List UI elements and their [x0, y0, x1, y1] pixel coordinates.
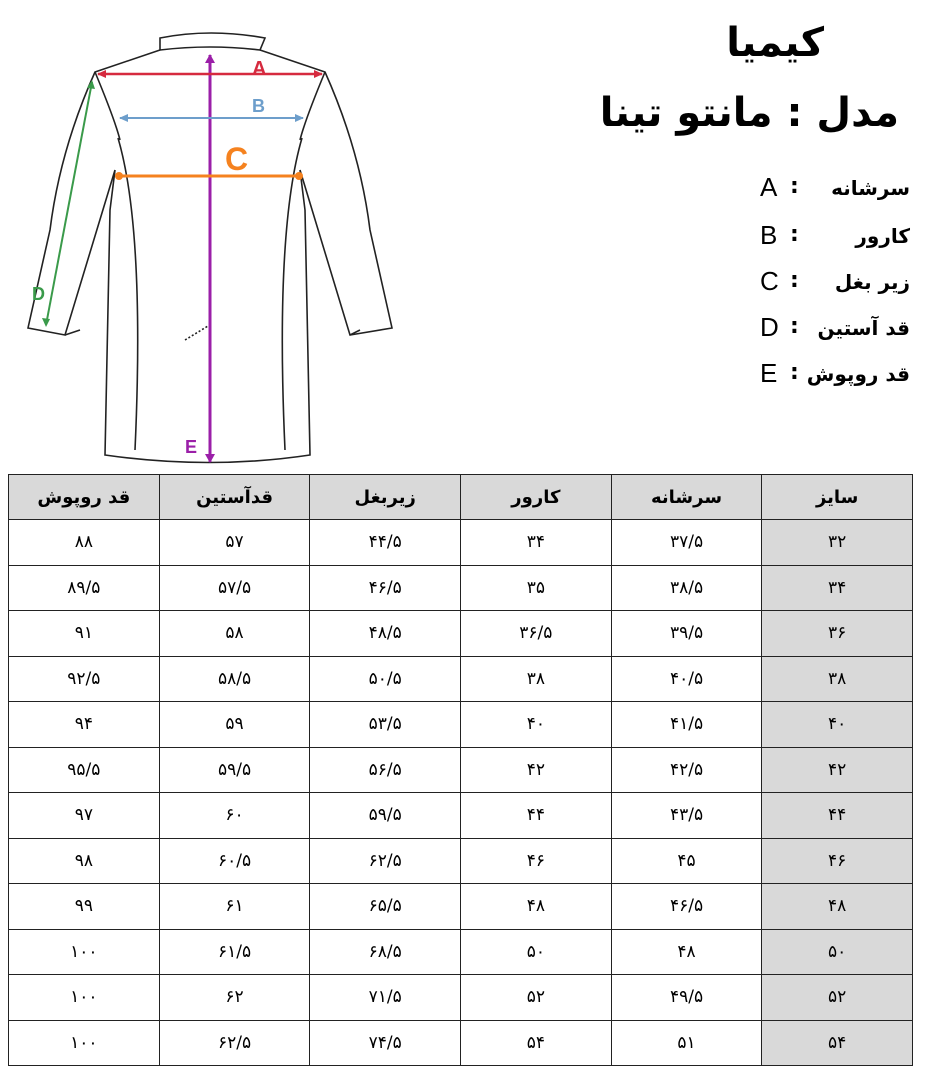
table-row [9, 611, 913, 657]
legend-item-d [740, 312, 920, 352]
legend-colon: : [790, 174, 799, 199]
table-cell: ۳۸ [461, 656, 612, 702]
diagram-label-e: E [185, 437, 198, 457]
legend-letter: B [760, 220, 778, 250]
legend-label: کارور [855, 224, 910, 248]
header-back-width: کارور [461, 475, 612, 520]
table-cell: ۶۱/۵ [159, 929, 310, 975]
legend-letter: A [760, 172, 778, 202]
table-row [9, 838, 913, 884]
legend-label: قد روپوش [806, 362, 910, 386]
table-cell: ۹۵/۵ [9, 747, 160, 793]
table-cell: ۴۳/۵ [611, 793, 762, 839]
table-cell: ۹۷ [9, 793, 160, 839]
table-cell: ۱۰۰ [9, 975, 160, 1021]
table-row [9, 520, 913, 566]
legend-item-b [740, 220, 920, 260]
table-cell: ۵۹ [159, 702, 310, 748]
table-cell: ۴۵ [611, 838, 762, 884]
table-cell: ۶۲/۵ [159, 1020, 310, 1066]
table-cell: ۳۵ [461, 565, 612, 611]
size-table [8, 474, 913, 1066]
header-shoulder: سرشانه [611, 475, 762, 520]
table-cell: ۴۴ [461, 793, 612, 839]
table-cell: ۳۴ [461, 520, 612, 566]
table-row [9, 747, 913, 793]
legend-item-e [740, 358, 920, 398]
arrow-head-b-left [119, 114, 128, 122]
table-row [9, 656, 913, 702]
table-row [9, 1020, 913, 1066]
size-cell: ۳۴ [762, 565, 913, 611]
table-row [9, 702, 913, 748]
legend-label: قد آستین [817, 316, 910, 340]
size-cell: ۳۸ [762, 656, 913, 702]
legend-item-c [740, 266, 920, 306]
table-cell: ۹۲/۵ [9, 656, 160, 702]
table-cell: ۶۱ [159, 884, 310, 930]
legend-colon: : [790, 222, 799, 247]
table-cell: ۷۴/۵ [310, 1020, 461, 1066]
legend-letter: E [760, 358, 778, 388]
table-cell: ۷۱/۵ [310, 975, 461, 1021]
legend-colon: : [790, 314, 799, 339]
arrow-head-e-bottom [205, 454, 215, 463]
header-underarm: زیربغل [310, 475, 461, 520]
table-cell: ۳۸/۵ [611, 565, 762, 611]
table-cell: ۱۰۰ [9, 1020, 160, 1066]
size-cell: ۴۸ [762, 884, 913, 930]
table-row [9, 565, 913, 611]
table-cell: ۱۰۰ [9, 929, 160, 975]
table-row [9, 975, 913, 1021]
diagram-label-c: C [225, 141, 249, 177]
table-cell: ۵۰/۵ [310, 656, 461, 702]
arrow-head-b-right [295, 114, 304, 122]
table-cell: ۹۹ [9, 884, 160, 930]
coat-diagram [20, 30, 410, 470]
table-row [9, 929, 913, 975]
header-size: سایز [762, 475, 913, 520]
table-cell: ۹۴ [9, 702, 160, 748]
table-cell: ۶۲ [159, 975, 310, 1021]
table-cell: ۴۱/۵ [611, 702, 762, 748]
table-cell: ۴۴/۵ [310, 520, 461, 566]
table-cell: ۵۹/۵ [310, 793, 461, 839]
table-cell: ۵۸/۵ [159, 656, 310, 702]
size-cell: ۵۰ [762, 929, 913, 975]
arrow-head-d-bottom [42, 318, 50, 327]
measure-line-d [46, 82, 92, 325]
table-cell: ۶۰/۵ [159, 838, 310, 884]
table-cell: ۸۹/۵ [9, 565, 160, 611]
table-cell: ۵۳/۵ [310, 702, 461, 748]
table-cell: ۵۲ [461, 975, 612, 1021]
arrow-head-e-top [205, 54, 215, 63]
table-cell: ۴۲ [461, 747, 612, 793]
arrow-head-c-right [295, 172, 303, 180]
legend-colon: : [790, 360, 799, 385]
table-row [9, 884, 913, 930]
table-cell: ۹۸ [9, 838, 160, 884]
model-title: مدل : مانتو تینا [599, 90, 899, 136]
size-cell: ۴۴ [762, 793, 913, 839]
table-cell: ۴۸/۵ [310, 611, 461, 657]
table-cell: ۶۵/۵ [310, 884, 461, 930]
size-cell: ۴۶ [762, 838, 913, 884]
size-cell: ۳۶ [762, 611, 913, 657]
size-cell: ۵۲ [762, 975, 913, 1021]
legend-item-a [740, 172, 920, 212]
table-cell: ۹۱ [9, 611, 160, 657]
table-row [9, 793, 913, 839]
table-cell: ۴۰ [461, 702, 612, 748]
table-cell: ۵۰ [461, 929, 612, 975]
table-cell: ۵۷/۵ [159, 565, 310, 611]
table-cell: ۳۷/۵ [611, 520, 762, 566]
diagram-label-a: A [252, 58, 267, 80]
table-cell: ۵۴ [461, 1020, 612, 1066]
table-cell: ۴۹/۵ [611, 975, 762, 1021]
table-cell: ۶۲/۵ [310, 838, 461, 884]
size-cell: ۴۰ [762, 702, 913, 748]
arrow-head-c-left [115, 172, 123, 180]
table-cell: ۵۶/۵ [310, 747, 461, 793]
table-cell: ۶۸/۵ [310, 929, 461, 975]
legend-letter: D [760, 312, 779, 342]
size-cell: ۵۴ [762, 1020, 913, 1066]
diagram-label-b: B [252, 96, 265, 116]
legend-colon: : [790, 268, 799, 293]
size-cell: ۳۲ [762, 520, 913, 566]
size-cell: ۴۲ [762, 747, 913, 793]
table-header-row [9, 475, 913, 520]
table-cell: ۴۶/۵ [310, 565, 461, 611]
table-cell: ۴۸ [461, 884, 612, 930]
table-cell: ۳۹/۵ [611, 611, 762, 657]
table-cell: ۸۸ [9, 520, 160, 566]
table-cell: ۴۶/۵ [611, 884, 762, 930]
table-cell: ۳۶/۵ [461, 611, 612, 657]
brand-title: کیمیا [726, 20, 824, 66]
table-cell: ۵۱ [611, 1020, 762, 1066]
table-cell: ۵۸ [159, 611, 310, 657]
diagram-label-d: D [32, 284, 45, 304]
legend-letter: C [760, 266, 779, 296]
header-coat-length: قد روپوش [9, 475, 160, 520]
table-cell: ۴۰/۵ [611, 656, 762, 702]
legend-label: سرشانه [831, 176, 910, 200]
table-cell: ۵۷ [159, 520, 310, 566]
legend-label: زیر بغل [834, 270, 910, 294]
table-cell: ۴۲/۵ [611, 747, 762, 793]
table-cell: ۴۸ [611, 929, 762, 975]
table-cell: ۵۹/۵ [159, 747, 310, 793]
header-sleeve-length: قدآستین [159, 475, 310, 520]
table-cell: ۶۰ [159, 793, 310, 839]
table-cell: ۴۶ [461, 838, 612, 884]
